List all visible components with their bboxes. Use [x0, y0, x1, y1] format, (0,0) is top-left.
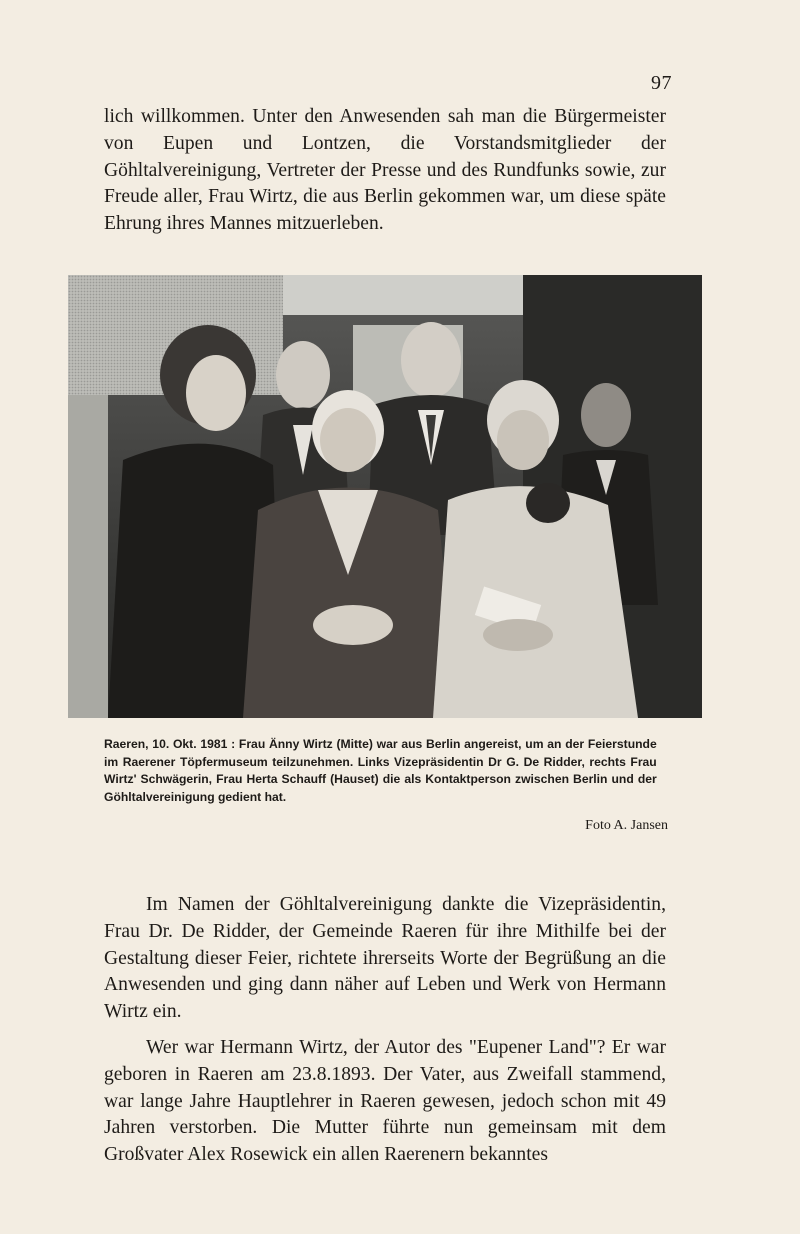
page-number: 97	[651, 72, 672, 94]
group-photo-icon	[68, 275, 702, 718]
paragraph-biography: Wer war Hermann Wirtz, der Autor des "Eupener Land"? Er war geboren in Raeren am 23.8.1893. Der Vater, aus Zweifall stammend, war lange Jahre Hauptlehrer in Raeren gewesen, jedoch schon mit 49 Jahren verstorben. Die Mutter führte nun gemeinsam mit dem Großvater Alex Rosewick ein allen Raerenern bekanntes	[104, 1037, 666, 1166]
photo-credit: Foto A. Jansen	[585, 818, 668, 833]
paragraph-thanks: Im Namen der Göhltalvereinigung dankte die Vizepräsidentin, Frau Dr. De Ridder, der Gemeinde Raeren für ihre Mithilfe bei der Gestaltung dieser Feier, richtete ihrerseits Worte der Begrüßung an die Anwesenden und ging dann näher auf Leben und Werk von Hermann Wirtz ein.	[104, 894, 666, 1023]
paragraph-intro: lich willkommen. Unter den Anwesenden sah man die Bürgermeister von Eupen und Lontzen, die Vorstandsmitglieder der Göhltalvereinigung, Vertreter der Presse und des Rundfunks sowie, zur Freude aller, Frau Wirtz, die aus Berlin gekommen war, um diese späte Ehrung ihres Mannes mitzuerleben.	[104, 106, 666, 235]
photo-caption: Raeren, 10. Okt. 1981 : Frau Änny Wirtz (Mitte) war aus Berlin angereist, um an der Feierstunde im Raerener Töpfermuseum teilzunehmen. Links Vizepräsidentin Dr G. De Ridder, rechts Frau Wirtz' Schwägerin, Frau Herta Schauff (Hauset) die als Kontaktperson zwischen Berlin und der Göhltalvereinigung gedient hat.	[104, 737, 657, 804]
group-photo	[68, 275, 702, 718]
